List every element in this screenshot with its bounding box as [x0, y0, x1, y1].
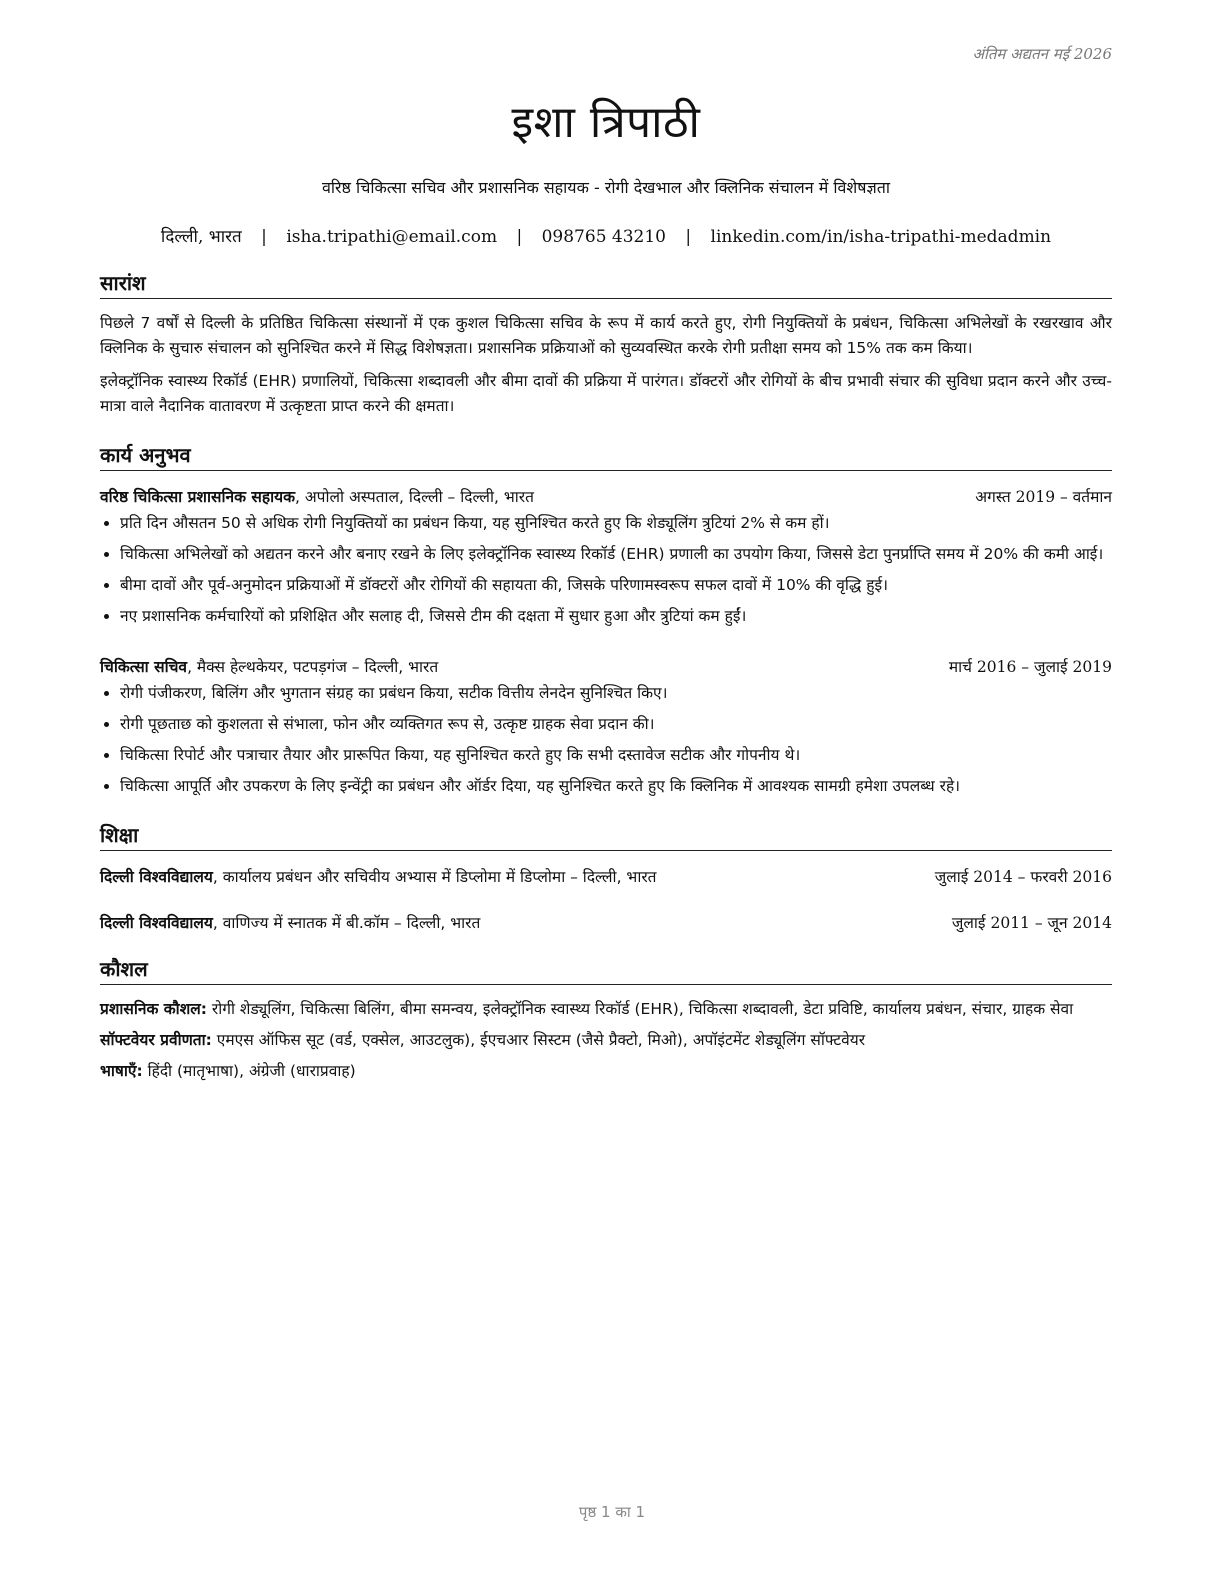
page-footer: पृष्ठ 1 का 1 — [578, 1503, 646, 1521]
headline: वरिष्ठ चिकित्सा सचिव और प्रशासनिक सहायक - रोगी देखभाल और क्लिनिक संचालन में विशेषज्ञता — [321, 178, 891, 197]
skill-label: सॉफ्टवेयर प्रवीणता: — [100, 1031, 212, 1049]
job-role: चिकित्सा सचिव — [100, 658, 188, 676]
job-header — [100, 485, 1112, 507]
skill-label: भाषाएँ: — [100, 1062, 143, 1080]
job-bullet: • रोगी पंजीकरण, बिलिंग और भुगतान संग्रह का प्रबंधन किया, सटीक वित्तीय लेनदेन सुनिश्चित किए। — [120, 681, 1112, 706]
job-bullet: • प्रति दिन औसतन 50 से अधिक रोगी नियुक्तियों का प्रबंधन किया, यह सुनिश्चित करते हुए कि शेड्यूलिंग त्रुटियां 2% से कम हों। — [120, 511, 1112, 536]
job-bullets — [100, 681, 1112, 799]
skill-label: प्रशासनिक कौशल: — [100, 1000, 207, 1018]
section-title-skills: कौशल — [100, 955, 1112, 985]
education-dates: जुलाई 2011 – जून 2014 — [951, 914, 1112, 932]
job-bullet: • चिकित्सा आपूर्ति और उपकरण के लिए इन्वेंट्री का प्रबंधन और ऑर्डर दिया, यह सुनिश्चित करते हुए कि क्लिनिक में आवश्यक सामग्री हमेशा उपलब्ध रहे। — [120, 774, 1112, 799]
skill-line — [100, 1059, 1112, 1084]
candidate-name: इशा त्रिपाठी — [511, 97, 701, 148]
education-line — [100, 911, 480, 933]
education-detail: , वाणिज्य में स्नातक में बी.कॉम – दिल्ली, भारत — [212, 914, 481, 932]
section-title-summary: सारांश — [100, 269, 1112, 299]
summary-paragraph: इलेक्ट्रॉनिक स्वास्थ्य रिकॉर्ड (EHR) प्रणालियों, चिकित्सा शब्दावली और बीमा दावों की प्रक्रिया में पारंगत। डॉक्टरों और रोगियों के बीच प्रभावी संचार की सुविधा प्रदान करने और उच्च-मात्रा वाले नैदानिक वातावरण में उत्कृष्टता प्राप्त करने की क्षमता। — [100, 372, 1112, 415]
contact-separator: | — [516, 227, 523, 247]
skill-line — [100, 1028, 1112, 1053]
education-detail: , कार्यालय प्रबंधन और सचिवीय अभ्यास में डिप्लोमा में डिप्लोमा – दिल्ली, भारत — [212, 868, 657, 886]
section-title-experience: कार्य अनुभव — [100, 441, 1112, 471]
education-school: दिल्ली विश्वविद्यालय — [100, 868, 213, 886]
education-item — [100, 865, 1112, 887]
job-org: , मैक्स हेल्थकेयर, पटपड़गंज – दिल्ली, भारत — [187, 658, 439, 676]
job-bullet: • बीमा दावों और पूर्व-अनुमोदन प्रक्रियाओं में डॉक्टरों और रोगियों की सहायता की, जिसके परिणामस्वरूप सफल दावों में 10% की वृद्धि हुई। — [120, 573, 1112, 598]
skill-value: रोगी शेड्यूलिंग, चिकित्सा बिलिंग, बीमा समन्वय, इलेक्ट्रॉनिक स्वास्थ्य रिकॉर्ड (EHR), चिकित्सा शब्दावली, डेटा प्रविष्टि, कार्यालय प्रबंधन, संचार, ग्राहक सेवा — [206, 1000, 1074, 1018]
contact-phone: 098765 43210 — [541, 227, 666, 247]
education-line — [100, 865, 657, 887]
contact-location: दिल्ली, भारत — [160, 227, 242, 247]
job-role: वरिष्ठ चिकित्सा प्रशासनिक सहायक — [100, 488, 295, 506]
contact-separator: | — [261, 227, 267, 247]
job-bullet: • रोगी पूछताछ को कुशलता से संभाला, फोन और व्यक्तिगत रूप से, उत्कृष्ट ग्राहक सेवा प्रदान की। — [120, 712, 1112, 737]
section-title-education: शिक्षा — [100, 821, 1112, 851]
contact-linkedin[interactable]: linkedin.com/in/isha-tripathi-medadmin — [710, 227, 1052, 247]
job-dates: अगस्त 2019 – वर्तमान — [975, 488, 1112, 506]
last-updated: अंतिम अद्यतन मई 2026 — [972, 45, 1112, 63]
contact-email[interactable]: isha.tripathi@email.com — [286, 227, 498, 247]
job-title-line — [100, 655, 438, 677]
job-bullet: • चिकित्सा रिपोर्ट और पत्राचार तैयार और प्रारूपित किया, यह सुनिश्चित करते हुए कि सभी दस्तावेज सटीक और गोपनीय थे। — [120, 743, 1112, 768]
skill-line — [100, 997, 1112, 1022]
summary-paragraph: पिछले 7 वर्षों से दिल्ली के प्रतिष्ठित चिकित्सा संस्थानों में एक कुशल चिकित्सा सचिव के रूप में कार्य करते हुए, रोगी नियुक्तियों के प्रबंधन, चिकित्सा अभिलेखों के रखरखाव और क्लिनिक के सुचारु संचालन को सुनिश्चित करने में सिद्ध विशेषज्ञता। प्रशासनिक प्रक्रियाओं को सुव्यवस्थित करके रोगी प्रतीक्षा समय को 15% तक कम किया। — [100, 314, 1112, 357]
education-item — [100, 911, 1112, 933]
education-school: दिल्ली विश्वविद्यालय — [100, 914, 213, 932]
job-bullet: • चिकित्सा अभिलेखों को अद्यतन करने और बनाए रखने के लिए इलेक्ट्रॉनिक स्वास्थ्य रिकॉर्ड (EHR) प्रणाली का उपयोग किया, जिससे डेटा पुनर्प्राप्ति समय में 20% की कमी आई। — [120, 542, 1112, 567]
job-title-line — [100, 485, 534, 507]
job-bullet: • नए प्रशासनिक कर्मचारियों को प्रशिक्षित और सलाह दी, जिससे टीम की दक्षता में सुधार हुआ और त्रुटियां कम हुईं। — [120, 604, 1112, 629]
skill-value: एमएस ऑफिस सूट (वर्ड, एक्सेल, आउटलुक), ईएचआर सिस्टम (जैसे प्रैक्टो, मिओ), अपॉइंटमेंट शेड्यूलिंग सॉफ्टवेयर — [211, 1031, 866, 1049]
job-bullets — [100, 511, 1112, 629]
skill-value: हिंदी (मातृभाषा), अंग्रेजी (धाराप्रवाह) — [142, 1062, 356, 1080]
contact-line — [100, 224, 1112, 247]
job-header — [100, 655, 1112, 677]
job-org: , अपोलो अस्पताल, दिल्ली – दिल्ली, भारत — [294, 488, 534, 506]
education-dates: जुलाई 2014 – फरवरी 2016 — [934, 868, 1112, 886]
contact-separator: | — [685, 227, 692, 247]
resume-page — [100, 40, 1112, 1084]
job-dates: मार्च 2016 – जुलाई 2019 — [948, 658, 1112, 676]
